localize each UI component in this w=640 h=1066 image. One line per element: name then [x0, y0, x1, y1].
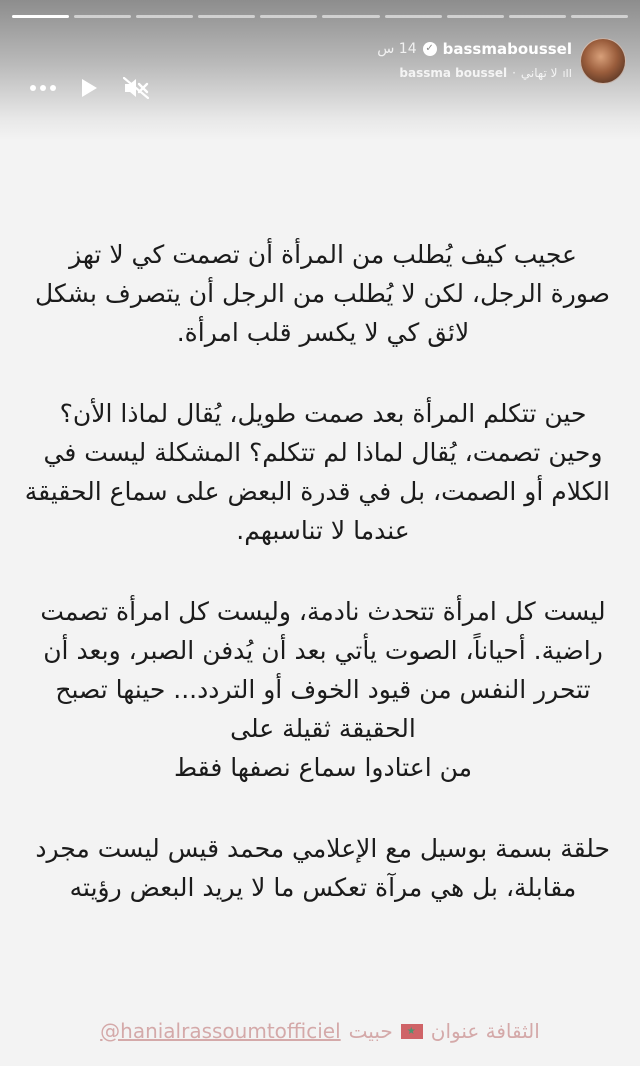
progress-segment [447, 15, 504, 18]
paragraph [36, 592, 610, 787]
text-line: تتحرر النفس من قيود الخوف أو التردد... حينها تصبح [55, 675, 591, 704]
story-header [0, 28, 640, 98]
text-line: مقابلة، بل هي مرآة تعكس ما لا يريد البعض رؤيته [69, 873, 577, 902]
paragraph [36, 235, 610, 352]
text-line: عندما لا تناسبهم. [236, 516, 410, 545]
text-line: راضية. أحياناً، الصوت يأتي بعد أن يُدفن الصبر، وبعد أن [43, 636, 603, 665]
text-line: صورة الرجل، لكن لا يُطلب من الرجل أن يتصرف بشكل [34, 279, 610, 308]
progress-segment [136, 15, 193, 18]
text-line: عجيب كيف يُطلب من المرأة أن تصمت كي لا تهز [69, 240, 577, 269]
heart-emoji: حبيت [348, 1019, 393, 1043]
user-row [377, 38, 572, 60]
mention-row [0, 1013, 640, 1049]
story-controls [30, 76, 149, 100]
separator-dot: · [512, 66, 516, 80]
more-icon[interactable] [30, 85, 56, 91]
progress-segment [571, 15, 628, 18]
song-artist: bassma boussel [399, 66, 508, 80]
song-title: لا تهاني [520, 66, 558, 80]
text-line: وحين تصمت، يُقال لماذا لم تتكلم؟ المشكلة ليست في [43, 438, 603, 467]
progress-segment [198, 15, 255, 18]
mention-handle[interactable]: @hanialrassoumtofficiel [100, 1019, 341, 1043]
flag-icon [401, 1024, 423, 1039]
progress-segment [12, 15, 69, 18]
text-line: الكلام أو الصمت، بل في قدرة البعض على سماع الحقيقة [24, 477, 610, 506]
text-line: لائق كي لا يكسر قلب امرأة. [176, 318, 470, 347]
username[interactable]: bassmaboussel [442, 40, 572, 58]
mention-text: الثقافة عنوان [430, 1019, 540, 1043]
play-icon[interactable] [82, 79, 97, 97]
text-line: حين تتكلم المرأة بعد صمت طويل، يُقال لماذا الأن؟ [59, 399, 587, 428]
music-row[interactable] [399, 64, 572, 82]
progress-segment [74, 15, 131, 18]
music-bars-icon: ıII [562, 66, 572, 80]
verified-badge-icon: ✓ [423, 42, 437, 56]
text-line: ليست كل امرأة تتحدث نادمة، وليست كل امرأة تصمت [40, 597, 606, 626]
story-text-content [24, 235, 610, 949]
progress-segment [385, 15, 442, 18]
mute-icon[interactable] [123, 77, 149, 99]
avatar[interactable] [580, 38, 626, 84]
paragraph [36, 829, 610, 907]
progress-segment [260, 15, 317, 18]
progress-segment [322, 15, 379, 18]
text-line: الحقيقة ثقيلة على [230, 714, 416, 743]
paragraph [24, 394, 610, 550]
story-progress-bar [12, 15, 628, 18]
text-line: من اعتادوا سماع نصفها فقط [173, 753, 473, 782]
timestamp: 14 س [377, 41, 417, 57]
progress-segment [509, 15, 566, 18]
text-line: حلقة بسمة بوسيل مع الإعلامي محمد قيس ليست مجرد [35, 834, 610, 863]
